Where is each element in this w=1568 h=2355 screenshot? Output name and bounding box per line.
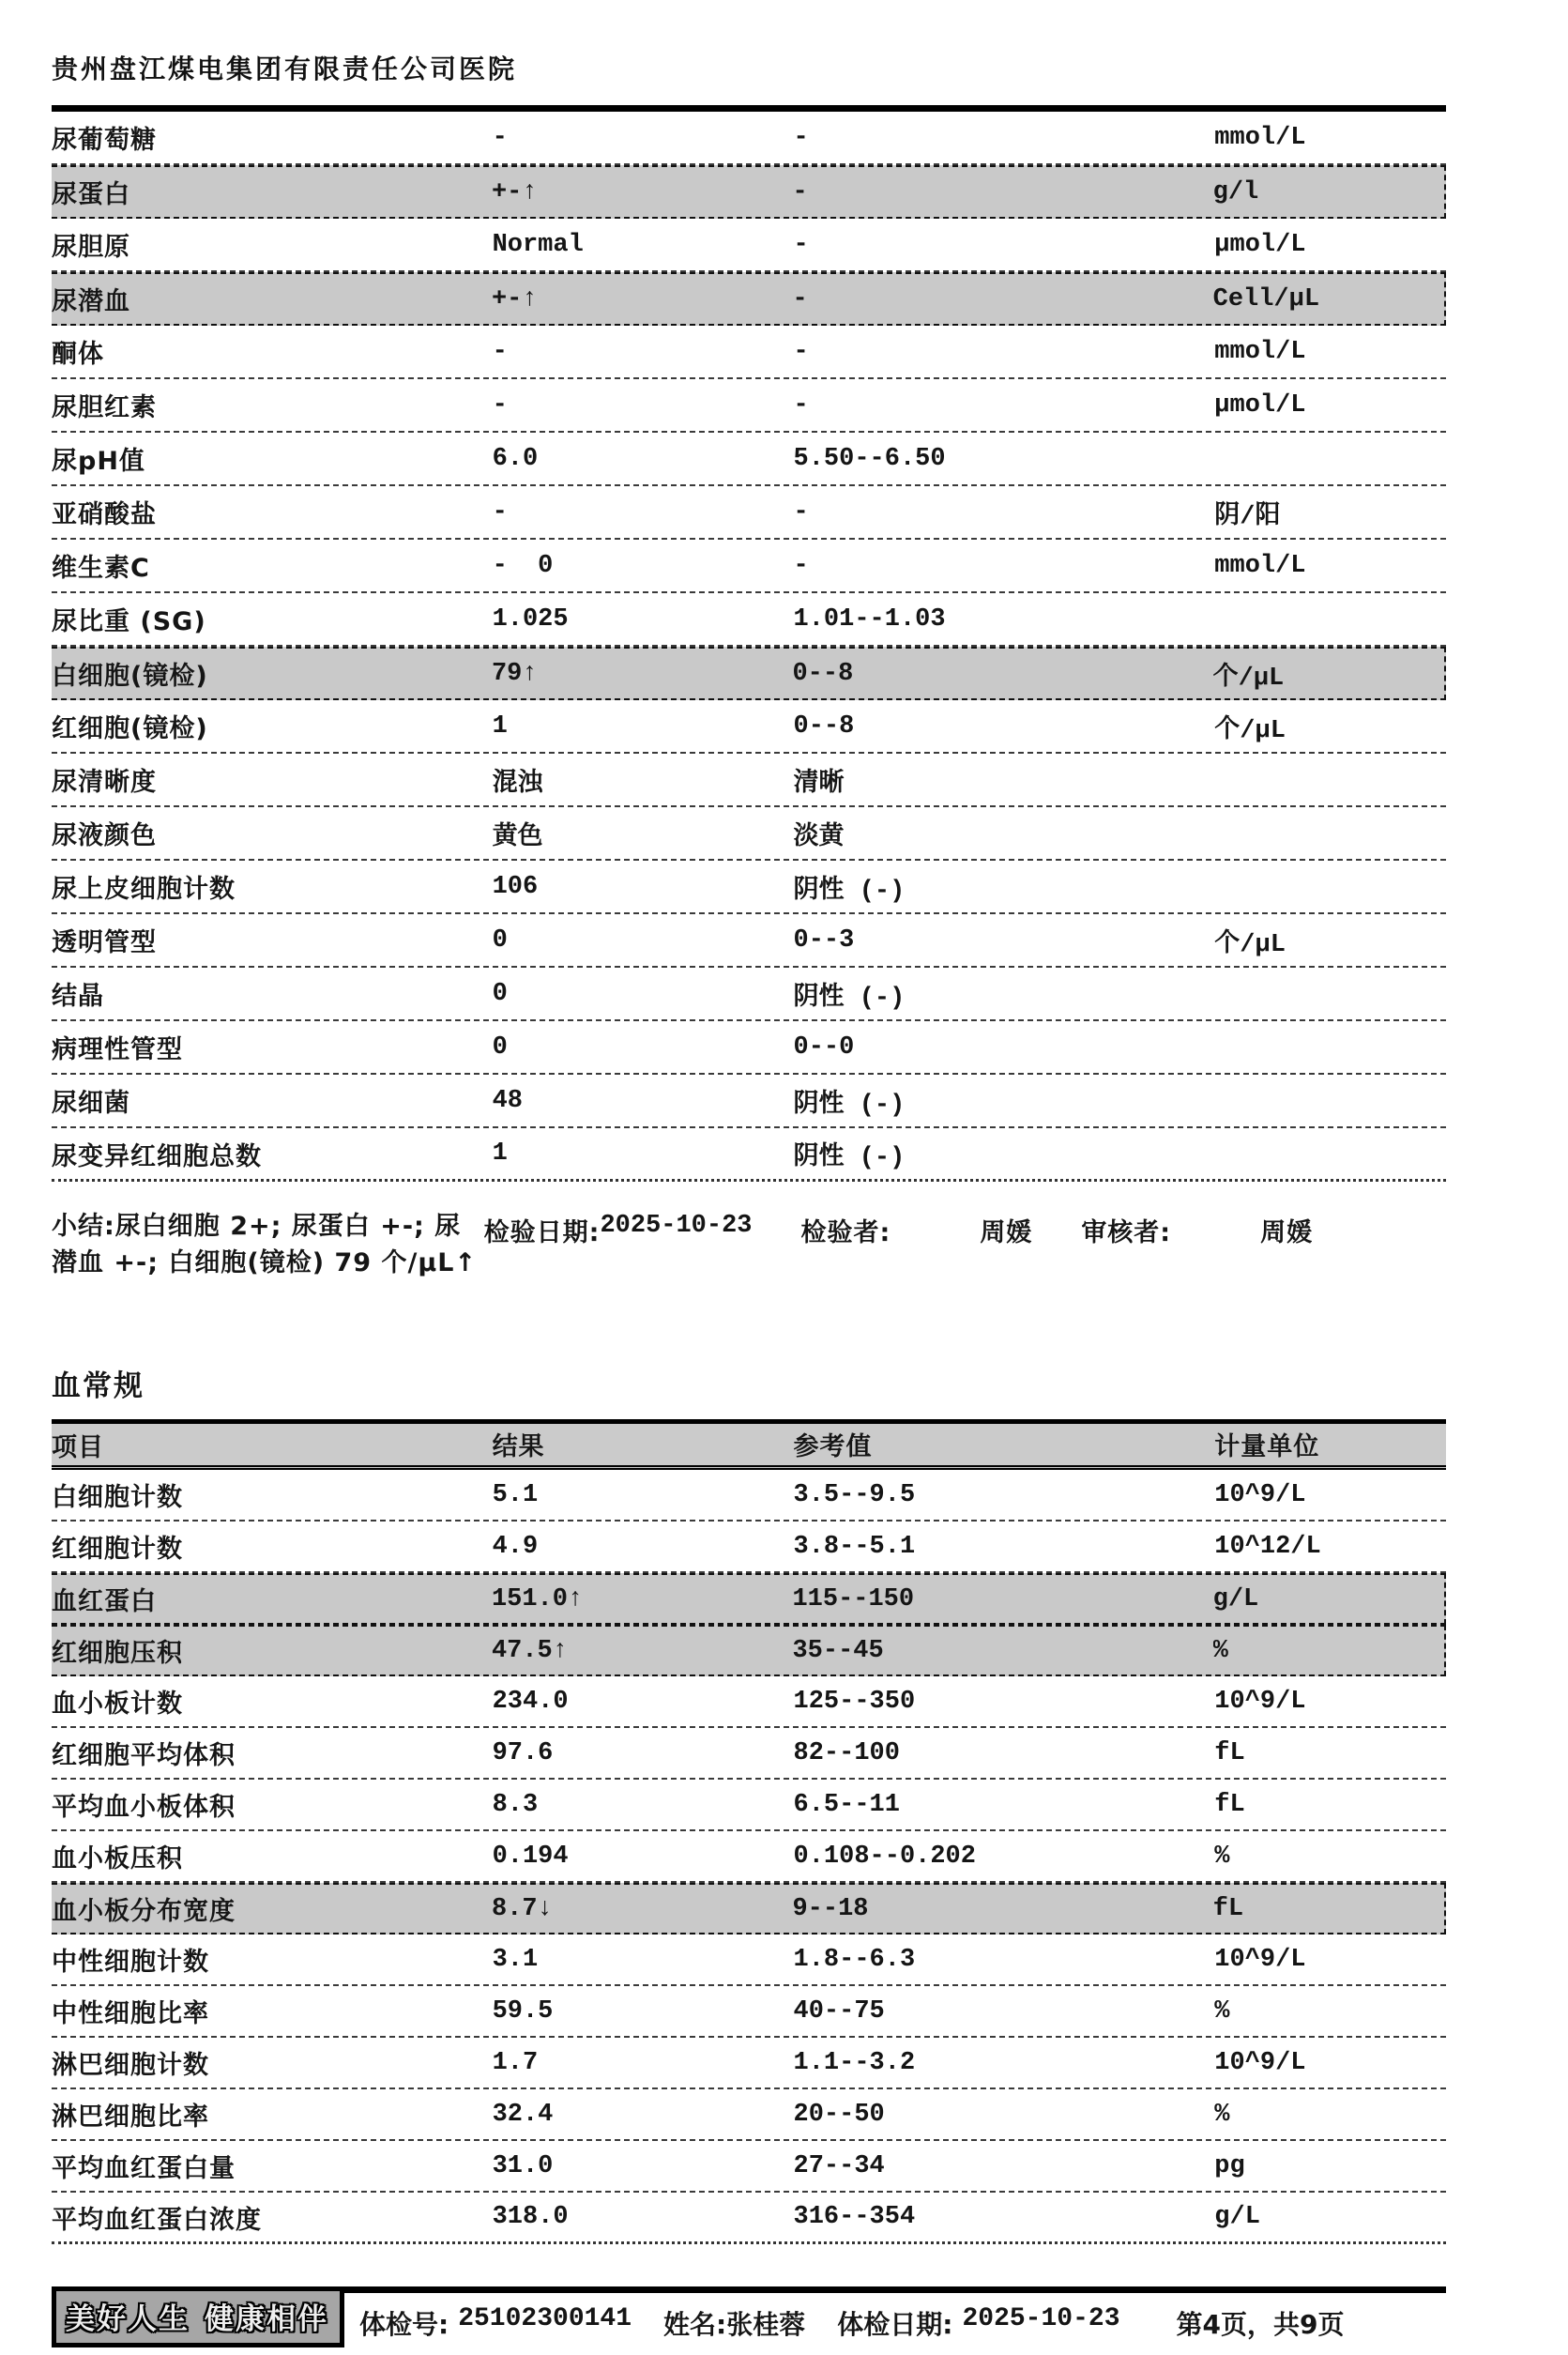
footer-info (344, 2286, 1446, 2347)
item-result: 1 (492, 711, 508, 741)
table-row (52, 1573, 1446, 1625)
summary-text: 小结:尿白细胞 2+; 尿蛋白 +-; 尿潜血 +-; 白细胞(镜检) 79 个/μL↑ (52, 1212, 478, 1278)
item-name: 平均血红蛋白浓度 (52, 2205, 262, 2235)
table-row (52, 861, 1446, 914)
item-result: 0 (492, 1032, 508, 1062)
reviewer-value: 周媛 (1260, 1218, 1314, 1247)
item-result: - (492, 123, 508, 152)
header-result: 结果 (492, 1435, 545, 1463)
item-name: 尿比重 (SG) (52, 607, 206, 636)
item-result: 31.0 (492, 2151, 554, 2180)
item-name: 尿胆原 (52, 233, 130, 262)
item-name: 病理性管型 (52, 1035, 183, 1064)
item-unit: pg (1214, 2151, 1245, 2180)
item-reference: 20--50 (793, 2100, 885, 2129)
item-result: 3.1 (492, 1945, 539, 1974)
table-row (52, 379, 1446, 433)
item-name: 平均血小板体积 (52, 1793, 236, 1822)
item-reference: 35--45 (792, 1636, 884, 1665)
item-reference: - (793, 551, 809, 580)
table-row (52, 914, 1446, 968)
item-name: 血小板计数 (52, 1690, 183, 1719)
item-name: 尿葡萄糖 (52, 126, 157, 155)
item-reference: - (793, 337, 809, 366)
urine-summary (52, 1208, 1446, 1349)
item-result: 5.1 (492, 1480, 539, 1509)
item-name: 亚硝酸盐 (52, 500, 157, 529)
item-result: 6.0 (492, 444, 539, 473)
table-row (52, 1934, 1446, 1986)
item-unit: g/l (1212, 177, 1259, 206)
header-ref: 参考值 (793, 1435, 873, 1463)
item-result: - (492, 497, 508, 527)
table-row (52, 1522, 1446, 1573)
item-result: - 0 (492, 551, 554, 580)
item-unit: g/L (1212, 1584, 1259, 1613)
table-row (52, 1986, 1446, 2038)
item-unit: % (1214, 2100, 1230, 2129)
reviewer-label: 审核者: (1081, 1218, 1172, 1247)
item-reference: - (792, 177, 808, 206)
table-row (52, 112, 1446, 165)
item-name: 透明管型 (52, 928, 157, 957)
item-reference: 清晰 (793, 770, 845, 799)
item-reference: 0--8 (793, 711, 855, 741)
item-unit: μmol/L (1214, 230, 1306, 259)
item-name: 红细胞平均体积 (52, 1741, 236, 1770)
item-name: 中性细胞计数 (52, 1948, 209, 1977)
table-row (52, 2038, 1446, 2089)
blood-section-title: 血常规 (52, 1369, 145, 1403)
item-unit: % (1214, 1996, 1230, 2026)
item-result: 黄色 (492, 823, 543, 852)
table-row (52, 1780, 1446, 1831)
item-result: 0.194 (492, 1842, 569, 1871)
table-row (52, 486, 1446, 540)
blood-test-table (52, 1470, 1446, 2244)
table-row (52, 968, 1446, 1021)
item-reference: 1.1--3.2 (793, 2048, 916, 2077)
table-row (52, 1831, 1446, 1883)
table-row (52, 219, 1446, 272)
test-date-label: 检验日期: (483, 1218, 601, 1247)
item-result: Normal (492, 230, 584, 259)
item-unit: fL (1212, 1894, 1244, 1923)
item-name: 尿细菌 (52, 1089, 130, 1118)
header-unit: 计量单位 (1214, 1435, 1320, 1463)
item-reference: - (793, 230, 809, 259)
item-unit: 10^9/L (1214, 1687, 1306, 1716)
exam-date (837, 2304, 1119, 2342)
header-item: 项目 (52, 1432, 104, 1462)
item-name: 血小板压积 (52, 1844, 183, 1873)
table-row (52, 433, 1446, 486)
item-name: 平均血红蛋白量 (52, 2154, 236, 2183)
item-reference: 125--350 (793, 1687, 916, 1716)
item-reference: 0--3 (793, 925, 855, 955)
item-name: 淋巴细胞比率 (52, 2103, 209, 2132)
item-result: +-↑ (491, 177, 538, 206)
item-unit: 个/μL (1212, 664, 1285, 693)
item-unit: mmol/L (1214, 551, 1306, 580)
item-name: 红细胞计数 (52, 1535, 183, 1564)
item-unit: mmol/L (1214, 337, 1306, 366)
item-reference: 5.50--6.50 (793, 444, 946, 473)
table-row (52, 2193, 1446, 2244)
item-reference: 阴性 (-) (793, 984, 906, 1013)
item-name: 血红蛋白 (52, 1587, 157, 1616)
item-reference: 0--8 (792, 659, 854, 688)
item-unit: 10^12/L (1214, 1532, 1321, 1561)
exam-date-value: 2025-10-23 (962, 2304, 1120, 2333)
hospital-name: 贵州盘江煤电集团有限责任公司医院 (52, 54, 518, 84)
item-reference: 9--18 (792, 1894, 869, 1923)
item-reference: - (793, 390, 809, 420)
item-reference: - (793, 497, 809, 527)
table-row (52, 540, 1446, 593)
table-row (52, 1075, 1446, 1128)
item-reference: 阴性 (-) (793, 1144, 906, 1172)
item-reference: - (792, 284, 808, 313)
item-unit: 个/μL (1214, 716, 1286, 745)
exam-no (359, 2304, 632, 2342)
item-result: 0 (492, 925, 508, 955)
table-row (52, 326, 1446, 379)
item-result: 48 (492, 1086, 523, 1115)
table-row (52, 647, 1446, 700)
item-result: 8.3 (492, 1790, 539, 1819)
item-unit: 10^9/L (1214, 1480, 1306, 1509)
item-reference: - (793, 123, 809, 152)
item-unit: 10^9/L (1214, 1945, 1306, 1974)
reviewer (1081, 1212, 1313, 1248)
table-row (52, 2141, 1446, 2193)
item-name: 尿蛋白 (52, 180, 130, 209)
item-result: 151.0↑ (491, 1584, 584, 1613)
item-unit: fL (1214, 1790, 1245, 1819)
item-result: 79↑ (491, 659, 538, 688)
footer-badge (52, 2286, 344, 2347)
item-name: 红细胞压积 (52, 1639, 183, 1668)
patient-name-value: 张桂蓉 (726, 2309, 806, 2340)
item-name: 结晶 (52, 982, 104, 1011)
item-name: 尿pH值 (52, 447, 145, 476)
item-result: 1.7 (492, 2048, 539, 2077)
item-reference: 115--150 (792, 1584, 915, 1613)
item-result: 97.6 (492, 1738, 554, 1767)
item-result: +-↑ (491, 284, 538, 313)
blood-table-header (52, 1419, 1446, 1470)
table-row (52, 593, 1446, 647)
patient-name-label: 姓名: (663, 2309, 727, 2340)
item-reference: 淡黄 (793, 823, 845, 852)
item-reference: 阴性 (-) (793, 1091, 906, 1120)
badge-text-left: 美好人生 (66, 2302, 190, 2336)
item-result: 234.0 (492, 1687, 569, 1716)
table-row (52, 165, 1446, 219)
table-row (52, 700, 1446, 754)
item-reference: 3.8--5.1 (793, 1532, 916, 1561)
table-row (52, 754, 1446, 807)
table-row (52, 807, 1446, 861)
exam-date-label: 体检日期: (837, 2309, 953, 2340)
item-reference: 1.8--6.3 (793, 1945, 916, 1974)
test-date-value: 2025-10-23 (600, 1212, 753, 1240)
item-name: 白细胞计数 (52, 1483, 183, 1512)
item-result: 1.025 (492, 604, 569, 634)
item-name: 尿清晰度 (52, 768, 157, 797)
item-reference: 6.5--11 (793, 1790, 900, 1819)
test-date (484, 1212, 753, 1248)
item-name: 血小板分布宽度 (52, 1897, 236, 1926)
header-rule (52, 105, 1446, 112)
urine-test-table (52, 112, 1446, 1182)
item-unit: 10^9/L (1214, 2048, 1306, 2077)
item-unit: 个/μL (1214, 930, 1286, 959)
table-row (52, 1728, 1446, 1780)
table-row (52, 1021, 1446, 1075)
item-name: 尿上皮细胞计数 (52, 875, 236, 904)
item-unit: 阴/阳 (1214, 502, 1281, 531)
item-name: 维生素C (52, 554, 150, 583)
item-result: 318.0 (492, 2203, 569, 2231)
item-result: - (492, 390, 508, 420)
item-name: 尿胆红素 (52, 393, 157, 422)
item-name: 尿液颜色 (52, 821, 157, 850)
item-result: 0 (492, 979, 508, 1008)
item-result: 59.5 (492, 1996, 554, 2026)
item-name: 尿变异红细胞总数 (52, 1141, 262, 1171)
table-row (52, 1128, 1446, 1182)
table-row (52, 1625, 1446, 1676)
item-result: 106 (492, 872, 539, 901)
item-result: 8.7↓ (491, 1894, 553, 1923)
item-reference: 阴性 (-) (793, 877, 906, 906)
page-indicator: 第4页，共9页 (1176, 2309, 1345, 2340)
item-result: 1 (492, 1139, 508, 1168)
badge-text-right: 健康相伴 (205, 2302, 328, 2336)
item-name: 红细胞(镜检) (52, 714, 208, 743)
exam-no-value: 25102300141 (458, 2304, 632, 2333)
table-row (52, 272, 1446, 326)
examiner (801, 1212, 1033, 1248)
item-reference: 3.5--9.5 (793, 1480, 916, 1509)
item-name: 白细胞(镜检) (52, 662, 208, 691)
item-reference: 0--0 (793, 1032, 855, 1062)
item-unit: fL (1214, 1738, 1245, 1767)
exam-no-label: 体检号: (359, 2309, 449, 2340)
item-reference: 0.108--0.202 (793, 1842, 976, 1871)
item-unit: % (1212, 1636, 1228, 1665)
item-reference: 40--75 (793, 1996, 885, 2026)
table-row (52, 1676, 1446, 1728)
item-name: 酮体 (52, 340, 104, 369)
footer (52, 2286, 1446, 2347)
summary-fields (484, 1208, 1446, 1248)
item-result: - (492, 337, 508, 366)
item-unit: Cell/μL (1212, 284, 1320, 313)
item-unit: μmol/L (1214, 390, 1306, 420)
table-row (52, 1883, 1446, 1934)
item-reference: 82--100 (793, 1738, 900, 1767)
item-name: 淋巴细胞计数 (52, 2051, 209, 2080)
item-reference: 27--34 (793, 2151, 885, 2180)
item-result: 4.9 (492, 1532, 539, 1561)
item-name: 中性细胞比率 (52, 1999, 209, 2028)
table-row (52, 1470, 1446, 1522)
item-unit: % (1214, 1842, 1230, 1871)
item-unit: mmol/L (1214, 123, 1306, 152)
item-reference: 1.01--1.03 (793, 604, 946, 634)
item-name: 尿潜血 (52, 287, 130, 316)
patient-name (663, 2304, 805, 2342)
table-row (52, 2089, 1446, 2141)
examiner-label: 检验者: (800, 1218, 891, 1247)
item-result: 32.4 (492, 2100, 554, 2129)
item-result: 47.5↑ (491, 1636, 568, 1665)
item-reference: 316--354 (793, 2203, 916, 2231)
item-result: 混浊 (492, 770, 543, 799)
examiner-value: 周媛 (980, 1218, 1033, 1247)
item-unit: g/L (1214, 2203, 1260, 2231)
